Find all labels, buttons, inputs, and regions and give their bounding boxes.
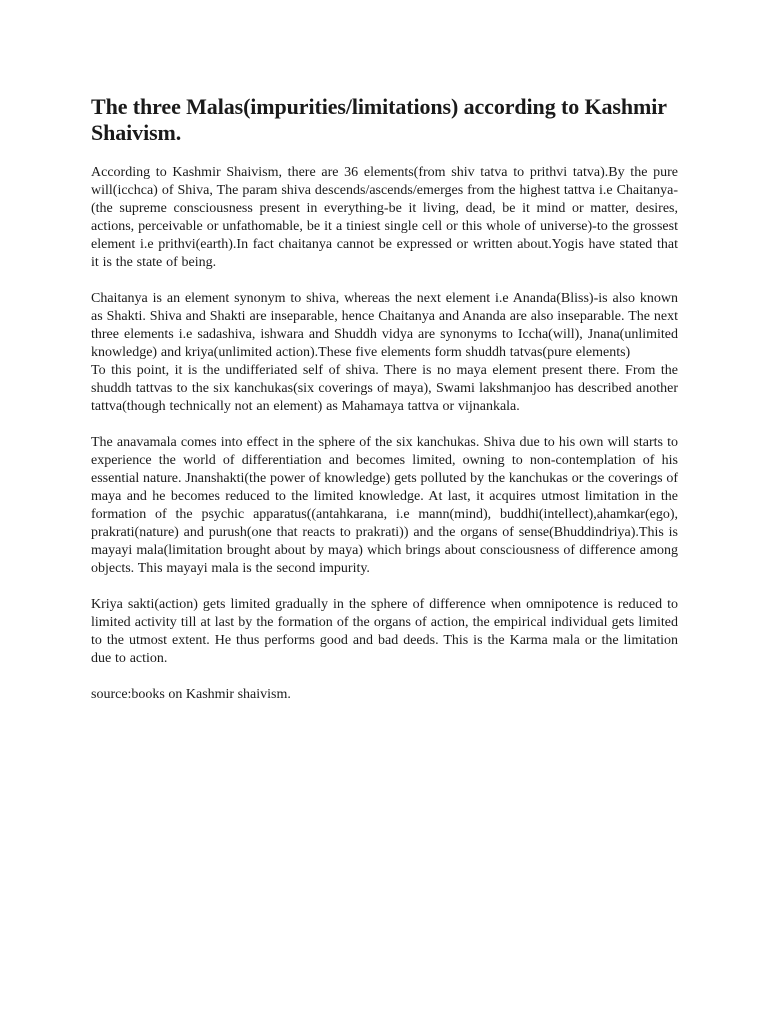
paragraph-karma-mala: Kriya sakti(action) gets limited gradually in the sphere of difference when omnipotence is reduced to limited activity till at last by the formation of the organs of action, the empirical individual gets limited to the utmost extent. He thus performs good and bad deeds. This is the Karma mala or the limitation due to action. — [91, 597, 678, 666]
document-title: The three Malas(impurities/limitations) according to Kashmir Shaivism. — [91, 94, 667, 145]
document-body — [91, 94, 678, 704]
paragraph-chaitanya-shakti: Chaitanya is an element synonym to shiva, whereas the next element i.e Ananda(Bliss)-is also known as Shakti. Shiva and Shakti are inseparable, hence Chaitanya and Ananda are also inseparable. The next three elements i.e sadashiva, ishwara and Shuddh vidya are synonyms to Iccha(will), Jnana(unlimited knowledge) and kriya(unlimited action).These five elements form shuddh tatvas(pure elements) — [91, 291, 678, 360]
paragraph-anavamala-mayayi-mala: The anavamala comes into effect in the sphere of the six kanchukas. Shiva due to his own will starts to experience the world of differentiation and becomes limited, owning to non-contemplation of his essential nature. Jnanshakti(the power of knowledge) gets polluted by the kanchukas or the coverings of maya and he becomes reduced to the limited knowledge. At last, it acquires utmost limitation in the formation of the psychic apparatus((antahkarana, i.e mann(mind), buddhi(intellect),ahamkar(ego), prakrati(nature) and purush(one that reacts to prakrati)) and the organs of sense(Bhuddindriya).This is mayayi mala(limitation brought about by maya) which brings about consciousness of difference among objects. This mayayi mala is the second impurity. — [91, 435, 678, 576]
paragraph-undifferentiated-self: To this point, it is the undifferiated self of shiva. There is no maya element present there. From the shuddh tattvas to the six kanchukas(six coverings of maya), Swami lakshmanjoo has described another tattva(though technically not an element) as Mahamaya tattva or vijnankala. — [91, 363, 678, 414]
paragraph-elements-intro: According to Kashmir Shaivism, there are 36 elements(from shiv tatva to prithvi tatva).By the pure will(icchca) of Shiva, The param shiva descends/ascends/emerges from the highest tattva i.e Chaitanya-(the supreme consciousness present in everything-be it living, dead, be it mind or matter, desires, actions, perceivable or unfathomable, be it a tiniest single cell or this whole of universe)-to the grossest element i.e prithvi(earth).In fact chaitanya cannot be expressed or written about.Yogis have stated that it is the state of being. — [91, 165, 678, 270]
source-note: source:books on Kashmir shaivism. — [91, 687, 291, 702]
